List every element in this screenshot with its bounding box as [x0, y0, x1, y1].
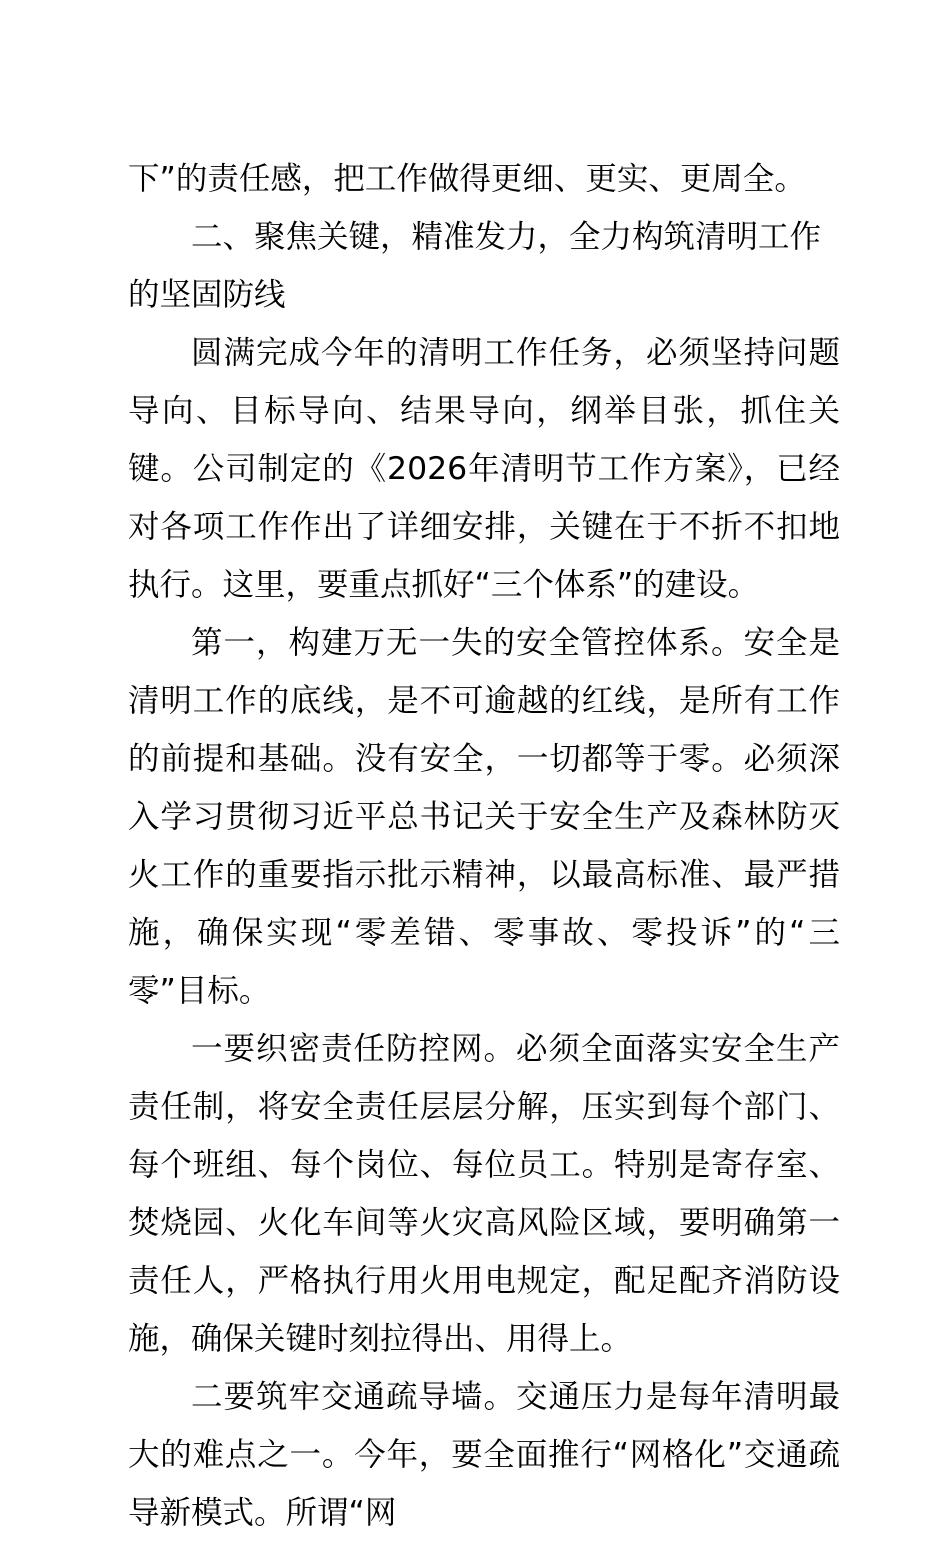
document-text-body [128, 150, 840, 1542]
paragraph-1: 圆满完成今年的清明工作任务，必须坚持问题导向、目标导向、结果导向，纲举目张，抓住关键。公司制定的《2026年清明节工作方案》，已经对各项工作作出了详细安排，关键在于不折不扣地执行。这里，要重点抓好“三个体系”的建设。 [128, 335, 840, 603]
paragraph-2: 第一，构建万无一失的安全管控体系。安全是清明工作的底线，是不可逾越的红线，是所有工作的前提和基础。没有安全，一切都等于零。必须深入学习贯彻习近平总书记关于安全生产及森林防灭火工作的重要指示批示精神，以最高标准、最严措施，确保实现“零差错、零事故、零投诉”的“三零”目标。 [128, 625, 840, 1009]
section-heading-two: 二、聚焦关键，精准发力，全力构筑清明工作的坚固防线 [128, 219, 822, 313]
paragraph-3: 一要织密责任防控网。必须全面落实安全生产责任制，将安全责任层层分解，压实到每个部门、每个班组、每个岗位、每位员工。特别是寄存室、焚烧园、火化车间等火灾高风险区域，要明确第一责任人，严格执行用火用电规定，配足配齐消防设施，确保关键时刻拉得出、用得上。 [128, 1031, 840, 1357]
paragraph-4-clipped: 二要筑牢交通疏导墙。交通压力是每年清明最大的难点之一。今年，要全面推行“网格化”交通疏导新模式。所谓“网 [128, 1379, 840, 1531]
paragraph-continuation: 下”的责任感，把工作做得更细、更实、更周全。 [128, 161, 806, 197]
